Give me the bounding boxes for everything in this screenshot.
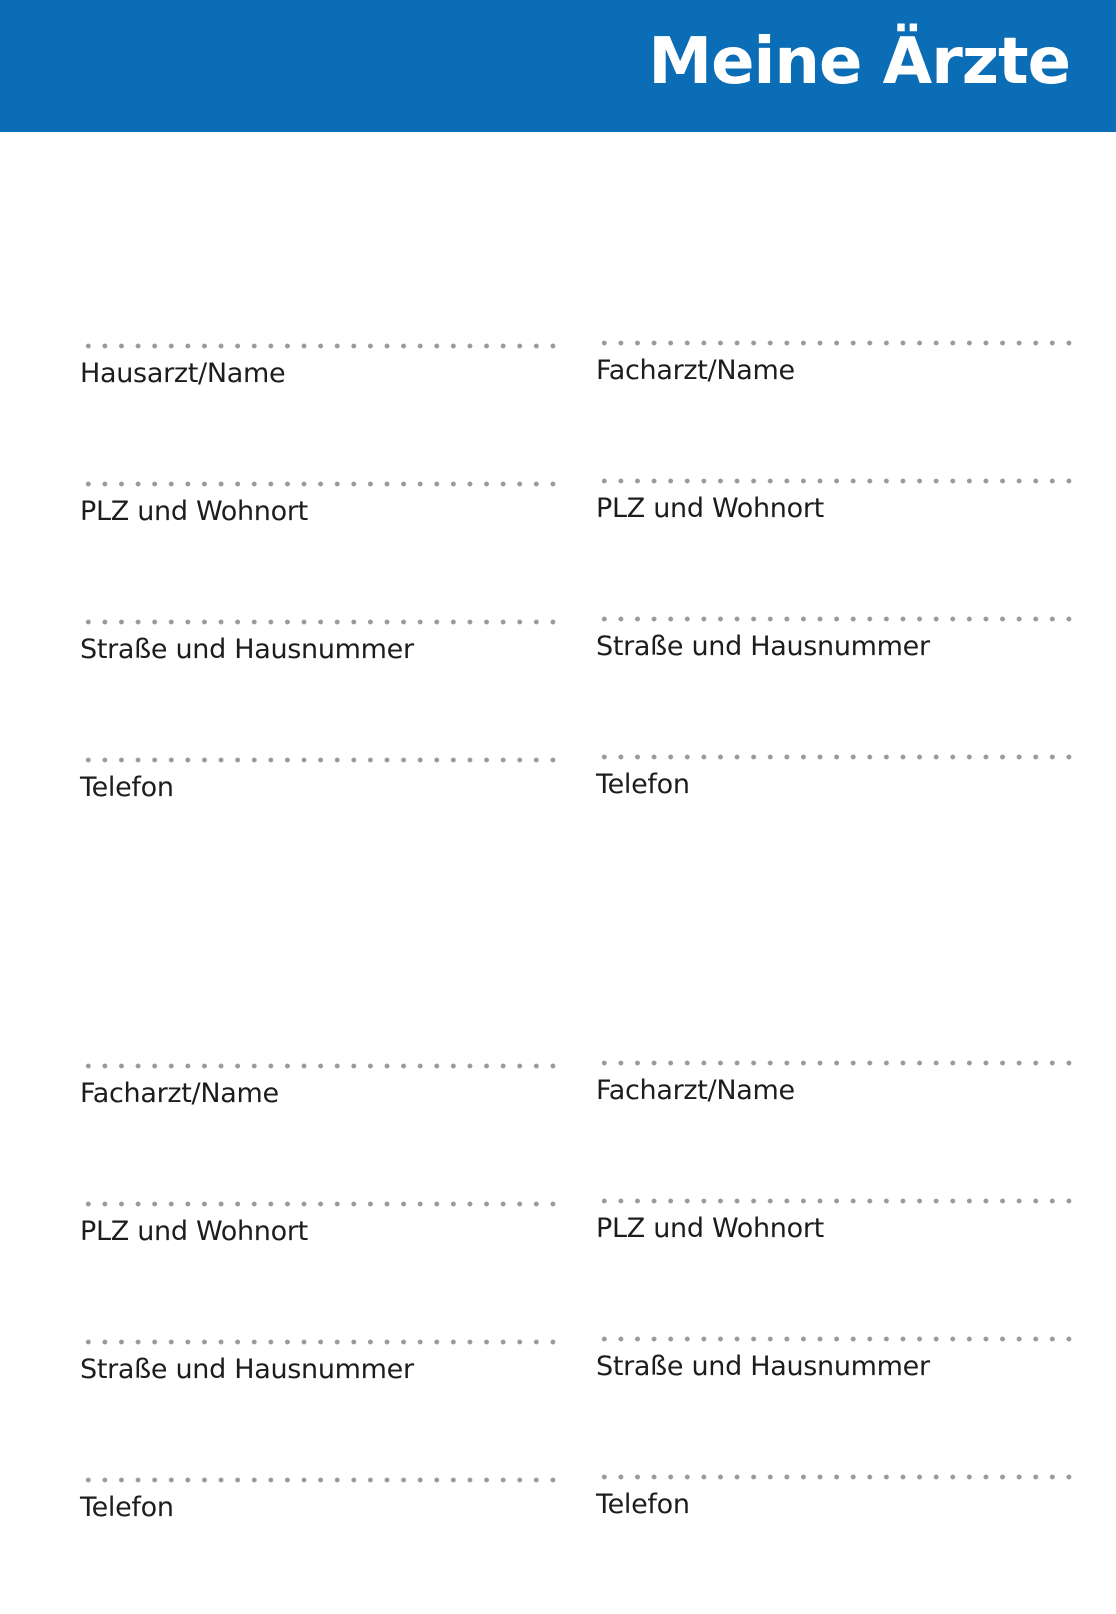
dotted-input-line[interactable] [80, 1338, 556, 1346]
dotted-input-line[interactable] [80, 756, 556, 764]
dotted-input-line[interactable] [596, 615, 1072, 623]
field-strasse [596, 615, 1072, 753]
field-label: PLZ und Wohnort [596, 493, 824, 524]
field-label: Straße und Hausnummer [596, 1351, 930, 1382]
field-telefon [80, 756, 556, 894]
field-strasse [596, 1335, 1072, 1473]
dotted-input-line[interactable] [80, 342, 556, 350]
field-label: Telefon [80, 772, 174, 803]
doctor-block-facharzt-2 [80, 1062, 556, 1614]
dotted-input-line[interactable] [596, 1197, 1072, 1205]
field-name [596, 1059, 1072, 1197]
field-telefon [596, 1473, 1072, 1611]
field-label: Telefon [596, 1489, 690, 1520]
field-label: Facharzt/Name [596, 355, 795, 386]
field-label: Facharzt/Name [80, 1078, 279, 1109]
dotted-input-line[interactable] [596, 1473, 1072, 1481]
dotted-input-line[interactable] [596, 339, 1072, 347]
field-plz-wohnort [80, 480, 556, 618]
field-label: Hausarzt/Name [80, 358, 286, 389]
dotted-input-line[interactable] [596, 753, 1072, 761]
field-label: PLZ und Wohnort [80, 496, 308, 527]
field-name [80, 342, 556, 480]
field-label: Facharzt/Name [596, 1075, 795, 1106]
dotted-input-line[interactable] [80, 1476, 556, 1484]
dotted-input-line[interactable] [80, 618, 556, 626]
dotted-input-line[interactable] [80, 1200, 556, 1208]
field-label: Telefon [80, 1492, 174, 1523]
dotted-input-line[interactable] [80, 480, 556, 488]
field-name [80, 1062, 556, 1200]
field-label: PLZ und Wohnort [596, 1213, 824, 1244]
field-label: Straße und Hausnummer [596, 631, 930, 662]
field-name [596, 339, 1072, 477]
dotted-input-line[interactable] [596, 477, 1072, 485]
field-label: PLZ und Wohnort [80, 1216, 308, 1247]
doctor-block-facharzt-3 [596, 1059, 1072, 1611]
page-title: Meine Ärzte [648, 25, 1070, 99]
doctor-block-facharzt-1 [596, 339, 1072, 891]
dotted-input-line[interactable] [80, 1062, 556, 1070]
field-label: Telefon [596, 769, 690, 800]
field-plz-wohnort [596, 477, 1072, 615]
field-plz-wohnort [80, 1200, 556, 1338]
field-plz-wohnort [596, 1197, 1072, 1335]
dotted-input-line[interactable] [596, 1335, 1072, 1343]
field-strasse [80, 1338, 556, 1476]
doctor-block-hausarzt [80, 342, 556, 894]
header-bar [0, 0, 1116, 132]
field-label: Straße und Hausnummer [80, 1354, 414, 1385]
field-telefon [80, 1476, 556, 1614]
field-telefon [596, 753, 1072, 891]
dotted-input-line[interactable] [596, 1059, 1072, 1067]
field-label: Straße und Hausnummer [80, 634, 414, 665]
field-strasse [80, 618, 556, 756]
